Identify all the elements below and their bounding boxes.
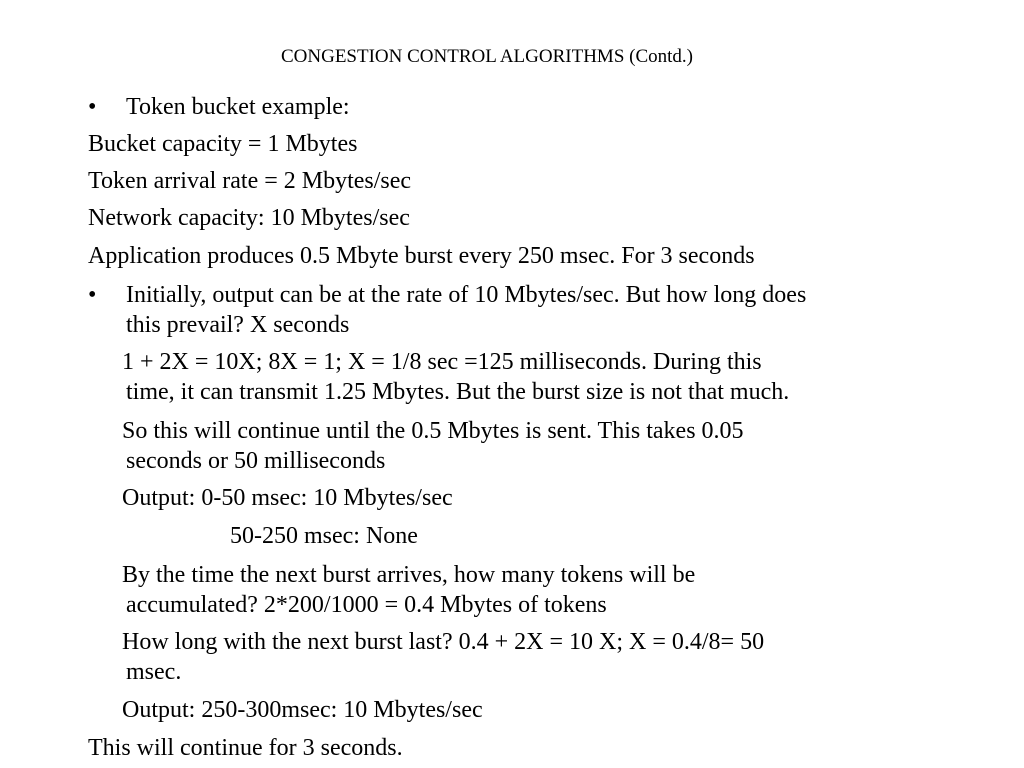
text-how-long-line1: How long with the next burst last? 0.4 + 2X = 10 X; X = 0.4/8= 50 [122, 629, 765, 655]
text-calculation-line1: 1 + 2X = 10X; 8X = 1; X = 1/8 sec =125 milliseconds. During this [122, 349, 762, 375]
bullet-marker: • [88, 282, 97, 308]
text-calculation-line2: time, it can transmit 1.25 Mbytes. But the burst size is not that much. [126, 379, 790, 405]
text-next-burst-line1: By the time the next burst arrives, how many tokens will be [122, 562, 696, 588]
bullet-marker: • [88, 94, 97, 120]
text-conclusion: This will continue for 3 seconds. [88, 735, 403, 761]
text-continue-line1: So this will continue until the 0.5 Mbytes is sent. This takes 0.05 [122, 418, 744, 444]
text-output-idle: 50-250 msec: None [230, 523, 418, 549]
bullet-text-initially-line1: Initially, output can be at the rate of 10 Mbytes/sec. But how long does [126, 282, 807, 308]
text-output-first-burst: Output: 0-50 msec: 10 Mbytes/sec [122, 485, 453, 511]
text-how-long-line2: msec. [126, 659, 182, 685]
text-next-burst-line2: accumulated? 2*200/1000 = 0.4 Mbytes of tokens [126, 592, 607, 618]
text-continue-line2: seconds or 50 milliseconds [126, 448, 386, 474]
bullet-text-initially-line2: this prevail? X seconds [126, 312, 350, 338]
slide-title: CONGESTION CONTROL ALGORITHMS (Contd.) [280, 46, 694, 67]
text-bucket-capacity: Bucket capacity = 1 Mbytes [88, 131, 358, 157]
text-network-capacity: Network capacity: 10 Mbytes/sec [88, 205, 410, 231]
text-token-arrival-rate: Token arrival rate = 2 Mbytes/sec [88, 168, 412, 194]
text-application-burst: Application produces 0.5 Mbyte burst every 250 msec. For 3 seconds [88, 243, 755, 269]
bullet-text-token-bucket: Token bucket example: [126, 94, 350, 120]
text-output-second-burst: Output: 250-300msec: 10 Mbytes/sec [122, 697, 483, 723]
